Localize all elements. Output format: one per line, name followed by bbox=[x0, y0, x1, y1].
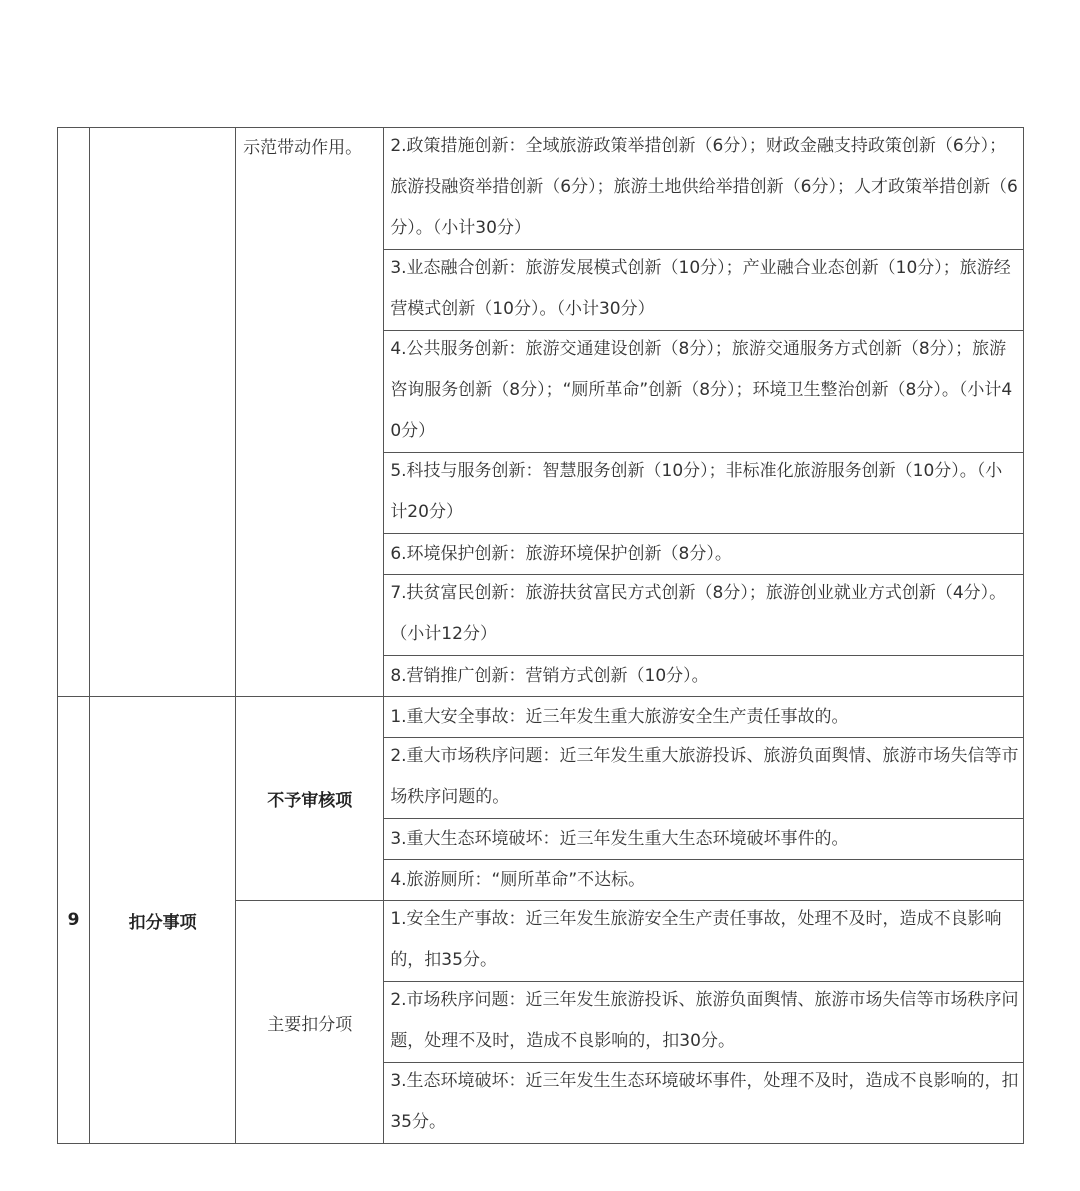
detail-text: 2.市场秩序问题：近三年发生旅游投诉、旅游负面舆情、旅游市场失信等市场秩序问题，处理不及时，造成不良影响的，扣30分。 bbox=[390, 990, 1019, 1051]
item-cell bbox=[236, 128, 384, 697]
detail-cell bbox=[384, 860, 1024, 901]
detail-text: 1.安全生产事故：近三年发生旅游安全生产责任事故，处理不及时，造成不良影响的，扣35分。 bbox=[390, 909, 1002, 970]
section-number-cell bbox=[58, 697, 90, 1144]
detail-text: 2.重大市场秩序问题：近三年发生重大旅游投诉、旅游负面舆情、旅游市场失信等市场秩序问题的。 bbox=[390, 746, 1019, 807]
detail-cell bbox=[384, 697, 1024, 738]
detail-text: 8.营销推广创新：营销方式创新（10分）。 bbox=[390, 666, 709, 686]
detail-cell bbox=[384, 575, 1024, 656]
detail-cell bbox=[384, 656, 1024, 697]
detail-cell bbox=[384, 128, 1024, 250]
table-row bbox=[58, 697, 1024, 738]
table-row bbox=[58, 128, 1024, 250]
detail-text: 4.旅游厕所：“厕所革命”不达标。 bbox=[390, 870, 646, 890]
detail-text: 7.扶贫富民创新：旅游扶贫富民方式创新（8分）；旅游创业就业方式创新（4分）。（小计12分） bbox=[390, 583, 1007, 644]
section-number-cell bbox=[58, 128, 90, 697]
section-name-cell bbox=[90, 128, 236, 697]
detail-text: 5.科技与服务创新：智慧服务创新（10分）；非标准化旅游服务创新（10分）。（小计20分） bbox=[390, 461, 1003, 522]
section-number: 9 bbox=[67, 910, 80, 930]
detail-text: 3.业态融合创新：旅游发展模式创新（10分）；产业融合业态创新（10分）；旅游经营模式创新（10分）。（小计30分） bbox=[390, 258, 1011, 319]
detail-cell bbox=[384, 819, 1024, 860]
section-name-cell bbox=[90, 697, 236, 1144]
detail-text: 1.重大安全事故：近三年发生重大旅游安全生产责任事故的。 bbox=[390, 707, 849, 727]
group-label: 主要扣分项 bbox=[267, 1014, 353, 1035]
detail-cell bbox=[384, 250, 1024, 331]
detail-text: 4.公共服务创新：旅游交通建设创新（8分）；旅游交通服务方式创新（8分）；旅游咨询服务创新（8分）；“厕所革命”创新（8分）；环境卫生整治创新（8分）。（小计40分） bbox=[390, 339, 1013, 441]
detail-cell bbox=[384, 901, 1024, 982]
detail-cell bbox=[384, 738, 1024, 819]
detail-text: 3.重大生态环境破坏：近三年发生重大生态环境破坏事件的。 bbox=[390, 829, 849, 849]
detail-text: 2.政策措施创新：全域旅游政策举措创新（6分）；财政金融支持政策创新（6分）；旅游投融资举措创新（6分）；旅游土地供给举措创新（6分）；人才政策举措创新（6分）。（小计30分） bbox=[390, 136, 1018, 238]
detail-cell bbox=[384, 982, 1024, 1063]
detail-cell bbox=[384, 331, 1024, 453]
detail-cell bbox=[384, 1063, 1024, 1144]
group-label-cell bbox=[236, 901, 384, 1144]
group-label-cell bbox=[236, 697, 384, 901]
detail-text: 3.生态环境破坏：近三年发生生态环境破坏事件，处理不及时，造成不良影响的，扣35分。 bbox=[390, 1071, 1019, 1132]
section-name: 扣分事项 bbox=[128, 912, 197, 933]
group-label: 不予审核项 bbox=[267, 791, 353, 811]
evaluation-table bbox=[57, 127, 1024, 1144]
item-text: 示范带动作用。 bbox=[243, 138, 363, 158]
detail-cell bbox=[384, 534, 1024, 575]
detail-cell bbox=[384, 453, 1024, 534]
detail-text: 6.环境保护创新：旅游环境保护创新（8分）。 bbox=[390, 544, 732, 564]
